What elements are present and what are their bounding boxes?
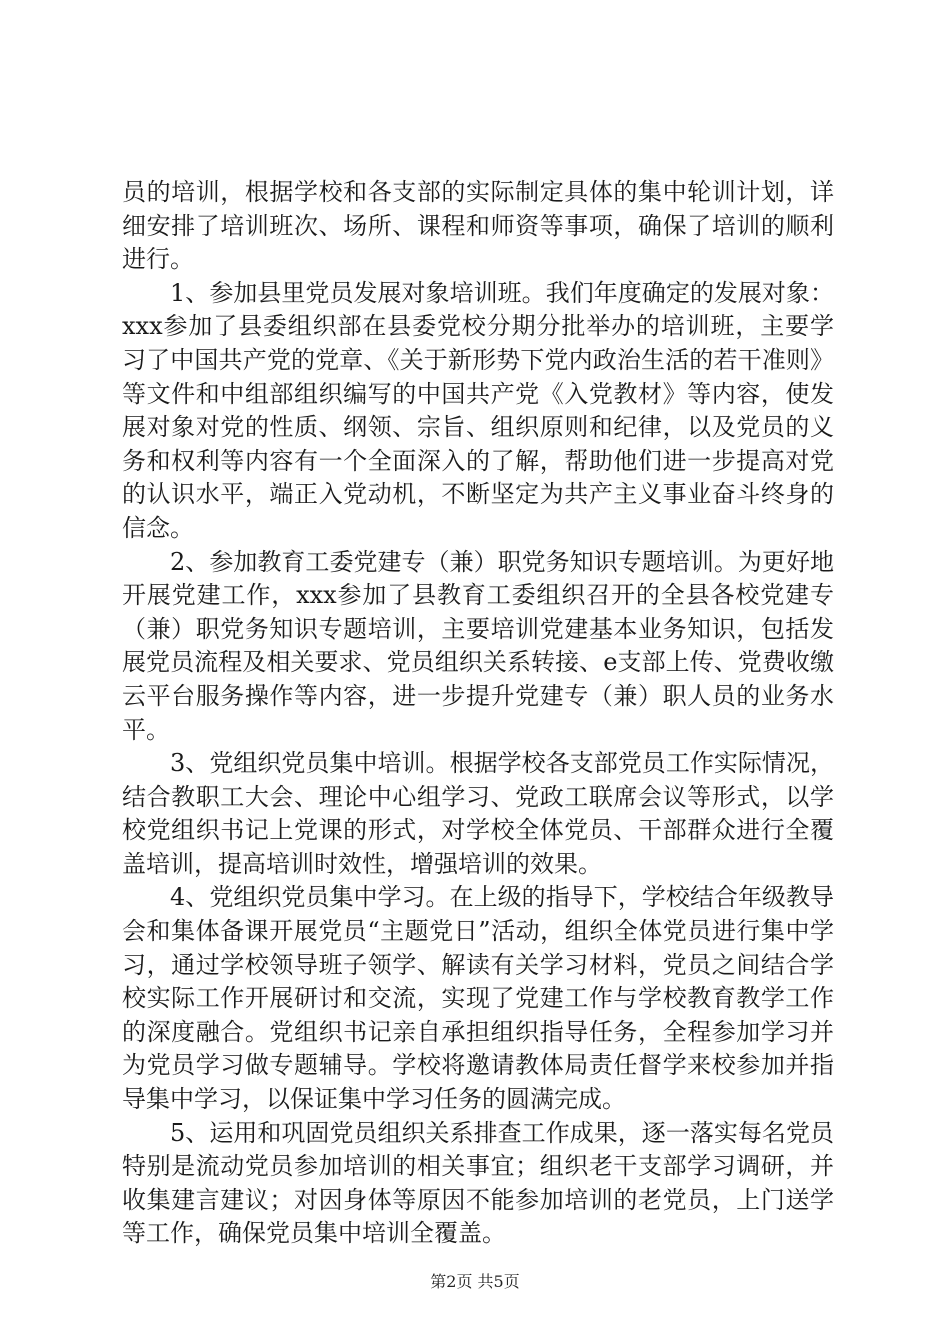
paragraph-item-2: 2、参加教育工委党建专（兼）职党务知识专题培训。为更好地开展党建工作，xxx参加了县教育工委组织召开的全县各校党建专（兼）职党务知识专题培训，主要培训党建基本业务知识，包括发展党员流程及相关要求、党员组织关系转接、e支部上传、党费收缴云平台服务操作等内容，进一步提升党建专（兼）职人员的业务水平。 — [122, 547, 834, 744]
document-body — [122, 176, 834, 1251]
page-number-footer: 第2页 共5页 — [430, 1272, 520, 1291]
paragraph-continuation: 员的培训，根据学校和各支部的实际制定具体的集中轮训计划，详细安排了培训班次、场所、课程和师资等事项，确保了培训的顺利进行。 — [122, 178, 834, 274]
paragraph-item-1: 1、参加县里党员发展对象培训班。我们年度确定的发展对象：xxx参加了县委组织部在县委党校分期分批举办的培训班，主要学习了中国共产党的党章、《关于新形势下党内政治生活的若干准则》等文件和中组部组织编写的中国共产党《入党教材》等内容，使发展对象对党的性质、纲领、宗旨、组织原则和纪律，以及党员的义务和权利等内容有一个全面深入的了解，帮助他们进一步提高对党的认识水平，端正入党动机，不断坚定为共产主义事业奋斗终身的信念。 — [122, 278, 834, 542]
paragraph-item-4: 4、党组织党员集中学习。在上级的指导下，学校结合年级教导会和集体备课开展党员“主题党日”活动，组织全体党员进行集中学习，通过学校领导班子领学、解读有关学习材料，党员之间结合学校实际工作开展研讨和交流，实现了党建工作与学校教育教学工作的深度融合。党组织书记亲自承担组织指导任务，全程参加学习并为党员学习做专题辅导。学校将邀请教体局责任督学来校参加并指导集中学习，以保证集中学习任务的圆满完成。 — [122, 883, 834, 1114]
paragraph-item-5: 5、运用和巩固党员组织关系排查工作成果，逐一落实每名党员特别是流动党员参加培训的相关事宜；组织老干支部学习调研，并收集建言建议；对因身体等原因不能参加培训的老党员，上门送学等工作，确保党员集中培训全覆盖。 — [122, 1118, 834, 1248]
paragraph-item-3: 3、党组织党员集中培训。根据学校各支部党员工作实际情况，结合教职工大会、理论中心组学习、党政工联席会议等形式，以学校党组织书记上党课的形式，对学校全体党员、干部群众进行全覆盖培训，提高培训时效性，增强培训的效果。 — [122, 749, 834, 878]
